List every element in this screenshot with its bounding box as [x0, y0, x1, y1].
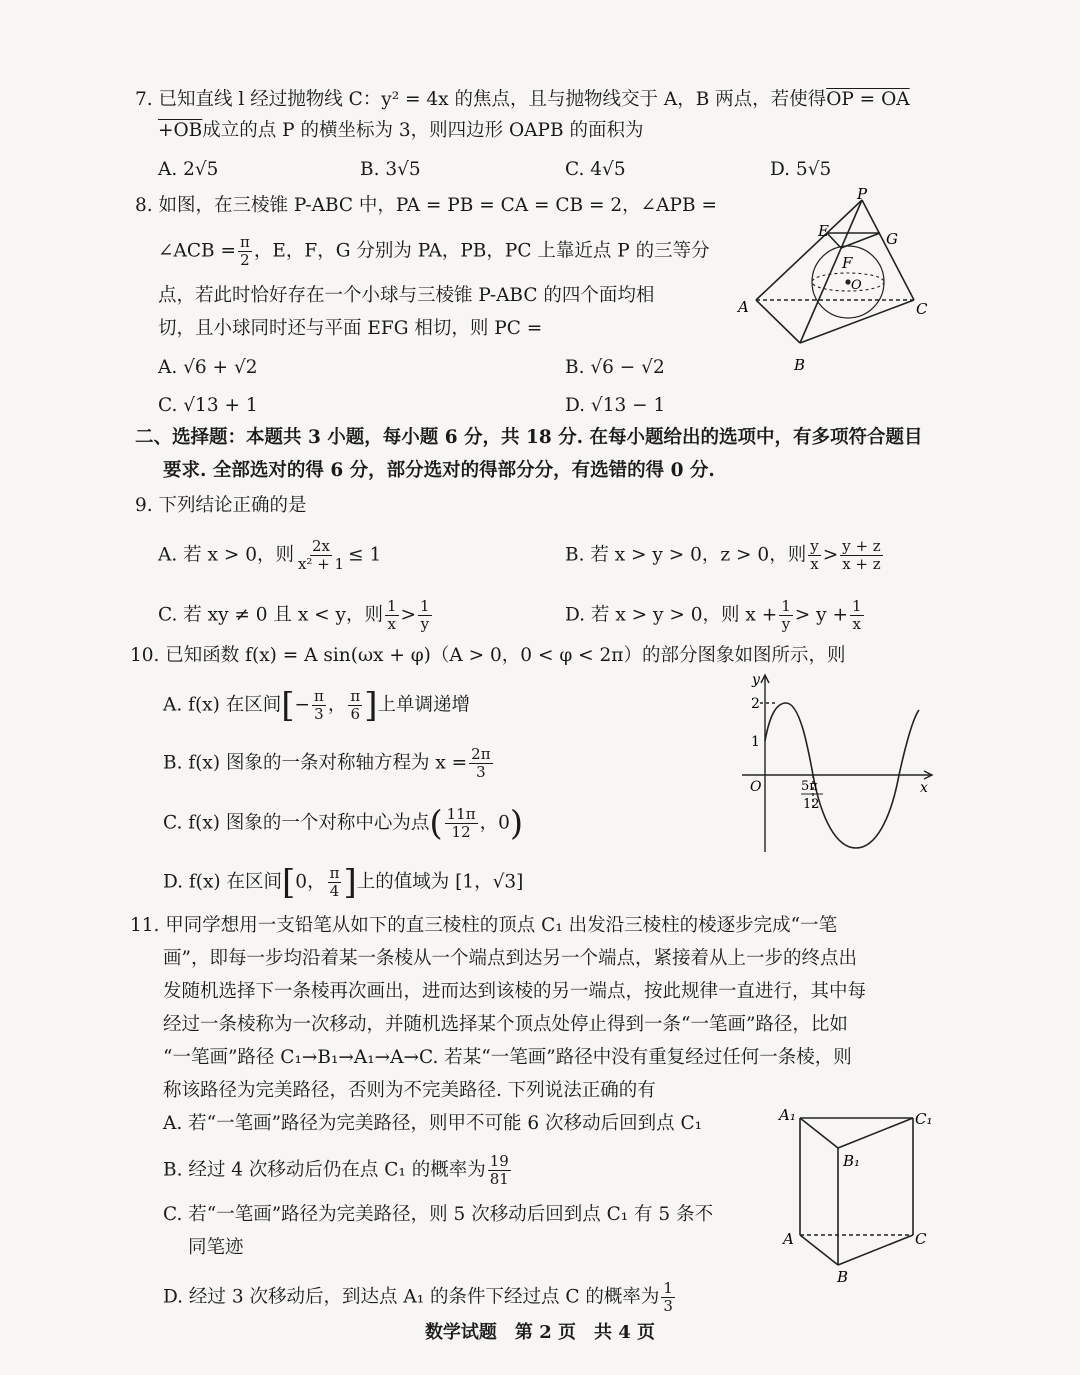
q11-b-text: B. 经过 4 次移动后仍在点 C₁ 的概率为: [163, 1159, 486, 1181]
q11-label-b: B: [837, 1268, 849, 1285]
q7-line1: [135, 87, 910, 113]
section2-line2: 要求. 全部选对的得 6 分，部分选对的得部分分，有选错的得 0 分.: [163, 460, 715, 481]
q11-line2: 画”，即每一步均沿着某一条棱从一个端点到达另一个端点，紧接着从上一步的终点出: [163, 948, 857, 969]
q9-a-text: A. 若 x > 0，则: [158, 544, 294, 566]
q11-option-a: A. 若“一笔画”路径为完美路径，则甲不可能 6 次移动后回到点 C₁: [163, 1113, 703, 1134]
q8-option-d: D. √13 − 1: [565, 395, 666, 416]
q10-c-left-paren: (: [429, 803, 443, 844]
q7-option-d: D. 5√5: [770, 159, 832, 180]
q11-label-a: A: [783, 1230, 794, 1248]
q10-c-frac: [445, 806, 478, 841]
q9-b-frac2-d: x + z: [842, 555, 881, 573]
q9-b-frac1: [808, 538, 820, 573]
section2-line1: 二、选择题：本题共 3 小题，每小题 6 分，共 18 分. 在每小题给出的选项中，有多项符合题目: [135, 427, 923, 448]
q10-stem: 10. 已知函数 f(x) = A sin(ωx + φ)（A > 0，0 < φ < 2π）的部分图象如图所示，则: [130, 645, 846, 666]
q11-b-frac: [488, 1153, 511, 1188]
q8-option-c: C. √13 + 1: [158, 395, 258, 416]
q8-label-e: E: [818, 222, 829, 240]
q11-line3: 发随机选择下一条棱再次画出，进而达到该棱的另一端点，按此规律一直进行，其中每: [163, 981, 867, 1002]
q10-b-frac-n: 2π: [471, 745, 491, 763]
q10-d-post: 上的值域为 [1，√3]: [356, 871, 524, 893]
q8-line3: 点，若此时恰好存在一个小球与三棱锥 P-ABC 的四个面均相: [158, 285, 655, 306]
q9-b-text: B. 若 x > y > 0，z > 0，则: [565, 544, 807, 566]
q11-b-frac-d: 81: [489, 1170, 509, 1188]
q11-label-a1: A₁: [779, 1106, 796, 1124]
q9-option-b: [565, 538, 885, 573]
q9-b-mid: >: [822, 544, 839, 566]
q7-option-b: B. 3√5: [360, 159, 421, 180]
q8-text2a: ∠ACB =: [158, 240, 236, 262]
q10-d-right-bracket: ]: [343, 862, 357, 903]
q7-text2: 成立的点 P 的横坐标为 3，则四边形 OAPB 的面积为: [202, 120, 644, 141]
q9-d-text: D. 若 x > y > 0，则 x +: [565, 604, 778, 626]
q9-option-d: [565, 598, 866, 633]
q10-a-frac1-d: 3: [314, 705, 324, 723]
q9-d-frac2-n: 1: [851, 597, 862, 615]
q9-b-frac2: [840, 538, 882, 573]
q10-d-frac-n: π: [329, 864, 340, 882]
q11-d-frac-d: 3: [663, 1297, 673, 1315]
q11-label-b1: B₁: [843, 1152, 861, 1170]
q10-c-text: C. f(x) 图象的一个对称中心为点: [163, 812, 430, 834]
q10-a-post: 上单调递增: [377, 694, 471, 716]
q11-option-b: [163, 1153, 513, 1188]
q8-label-a: A: [738, 298, 749, 316]
q9-c-text: C. 若 xy ≠ 0 且 x < y，则: [158, 604, 383, 626]
q8-option-a: A. √6 + √2: [158, 357, 258, 378]
q8-fraction: [238, 234, 252, 269]
q9-c-frac1: [385, 598, 399, 633]
q10-tick-2: 2: [751, 696, 760, 712]
q9-c-mid: >: [400, 604, 417, 626]
q8-label-p: P: [857, 188, 868, 203]
q10-c-frac-d: 12: [451, 823, 471, 841]
q10-tick-1: 1: [751, 734, 760, 750]
q7-vector-ob: +OB: [158, 120, 203, 141]
q9-a-frac-d: x² + 1: [297, 555, 345, 573]
q8-line4: 切，且小球同时还与平面 EFG 相切，则 PC =: [158, 318, 543, 339]
q11-option-c2: 同笔迹: [188, 1237, 244, 1258]
q8-line2: [158, 234, 710, 269]
q7-option-a: A. 2√5: [158, 159, 219, 180]
q10-y-label: y: [752, 672, 760, 688]
q8-label-f: F: [842, 254, 853, 272]
q8-label-c: C: [916, 300, 928, 318]
q10-c-post: ，0: [479, 812, 510, 834]
q8-frac-d: 2: [240, 251, 250, 269]
q9-c-frac2-n: 1: [420, 597, 430, 615]
q10-d-zero: 0，: [295, 871, 326, 893]
q10-a-minus: −: [294, 694, 310, 716]
q9-d-frac2-d: x: [852, 615, 861, 633]
q10-option-d: [163, 862, 524, 903]
q10-a-frac1-n: π: [314, 687, 324, 705]
q10-a-left-bracket: [: [281, 685, 295, 726]
q11-line5: “一笔画”路径 C₁→B₁→A₁→A→C. 若某“一笔画”路径中没有重复经过任何一条棱，则: [163, 1047, 852, 1068]
q10-a-frac2: [348, 688, 362, 723]
q11-d-text: D. 经过 3 次移动后，到达点 A₁ 的条件下经过点 C 的概率为: [163, 1286, 660, 1308]
q10-a-text: A. f(x) 在区间: [163, 694, 282, 716]
q10-tick-x-num: 5π: [801, 779, 818, 794]
q9-b-frac1-d: x: [810, 555, 819, 573]
q7-line2: [158, 118, 643, 144]
q9-c-frac2: [418, 598, 432, 633]
q11-b-frac-n: 19: [489, 1152, 509, 1170]
q11-prism-figure: [775, 1100, 940, 1285]
q10-option-c: [163, 803, 524, 844]
q8-label-o: O: [851, 278, 862, 293]
q10-b-frac: [469, 746, 492, 781]
q10-b-frac-d: 3: [476, 763, 486, 781]
q10-origin-label: O: [750, 779, 762, 795]
q10-d-frac: [328, 865, 342, 900]
q9-a-post: ≤ 1: [348, 544, 382, 566]
q10-d-text: D. f(x) 在区间: [163, 871, 283, 893]
q8-line1: 8. 如图，在三棱锥 P-ABC 中，PA = PB = CA = CB = 2，∠APB =: [135, 195, 717, 216]
q8-frac-n: π: [240, 233, 250, 251]
q9-a-frac: [296, 538, 346, 573]
q7-text1: 7. 已知直线 l 经过抛物线 C：y² = 4x 的焦点，且与抛物线交于 A，B 两点，若使得: [135, 89, 827, 110]
q10-c-frac-n: 11π: [446, 805, 476, 823]
q10-tick-x-den: 12: [803, 797, 820, 812]
q10-a-frac1: [312, 688, 326, 723]
q11-option-c1: C. 若“一笔画”路径为完美路径，则 5 次移动后回到点 C₁ 有 5 条不: [163, 1204, 714, 1225]
q10-sine-graph: [738, 670, 938, 860]
q8-label-b: B: [794, 356, 806, 374]
q9-c-frac1-d: x: [387, 615, 396, 633]
q11-line1: 11. 甲同学想用一支铅笔从如下的直三棱柱的顶点 C₁ 出发沿三棱柱的棱逐步完成“一笔: [130, 915, 838, 936]
q10-d-frac-d: 4: [329, 882, 340, 900]
q11-label-c: C: [915, 1230, 927, 1248]
q11-d-frac: [661, 1280, 675, 1315]
q9-stem: 9. 下列结论正确的是: [135, 495, 307, 516]
q9-d-mid: > y +: [794, 604, 848, 626]
q7-option-c: C. 4√5: [565, 159, 626, 180]
page-footer: 数学试题 第 2 页 共 4 页: [424, 1322, 656, 1343]
q8-text2b: ，E，F，G 分别为 PA，PB，PC 上靠近点 P 的三等分: [253, 240, 710, 262]
q9-a-frac-n: 2x: [312, 537, 331, 555]
q9-c-frac2-d: y: [420, 615, 430, 633]
q7-vector-eq: OP = OA: [826, 89, 910, 110]
q9-option-c: [158, 598, 434, 633]
q11-option-d: [163, 1280, 677, 1315]
q9-d-frac1-d: y: [781, 615, 791, 633]
q8-option-b: B. √6 − √2: [565, 357, 665, 378]
q8-tetrahedron-figure: [730, 188, 940, 378]
q10-option-b: [163, 746, 495, 781]
q9-d-frac1: [779, 598, 793, 633]
q9-option-a: [158, 538, 381, 573]
q10-d-left-bracket: [: [282, 862, 296, 903]
q8-label-g: G: [886, 230, 898, 248]
q9-c-frac1-n: 1: [386, 597, 397, 615]
q10-a-comma: ，: [327, 694, 347, 716]
q10-b-text: B. f(x) 图象的一条对称轴方程为 x =: [163, 752, 468, 774]
q9-d-frac1-n: 1: [781, 597, 791, 615]
q9-b-frac1-n: y: [810, 537, 819, 555]
q9-d-frac2: [850, 598, 864, 633]
q11-line6: 称该路径为完美路径，否则为不完美路径. 下列说法正确的有: [163, 1080, 656, 1101]
q11-label-c1: C₁: [915, 1110, 933, 1128]
q10-x-label: x: [920, 780, 928, 796]
q10-a-frac2-d: 6: [350, 705, 361, 723]
q11-d-frac-n: 1: [663, 1279, 673, 1297]
q9-b-frac2-n: y + z: [842, 537, 881, 555]
q10-a-right-bracket: ]: [364, 685, 378, 726]
q10-option-a: [163, 685, 471, 726]
q11-line4: 经过一条棱称为一次移动，并随机选择某个顶点处停止得到一条“一笔画”路径，比如: [163, 1014, 848, 1035]
q10-a-frac2-n: π: [350, 687, 361, 705]
q10-c-right-paren: ): [509, 803, 524, 844]
